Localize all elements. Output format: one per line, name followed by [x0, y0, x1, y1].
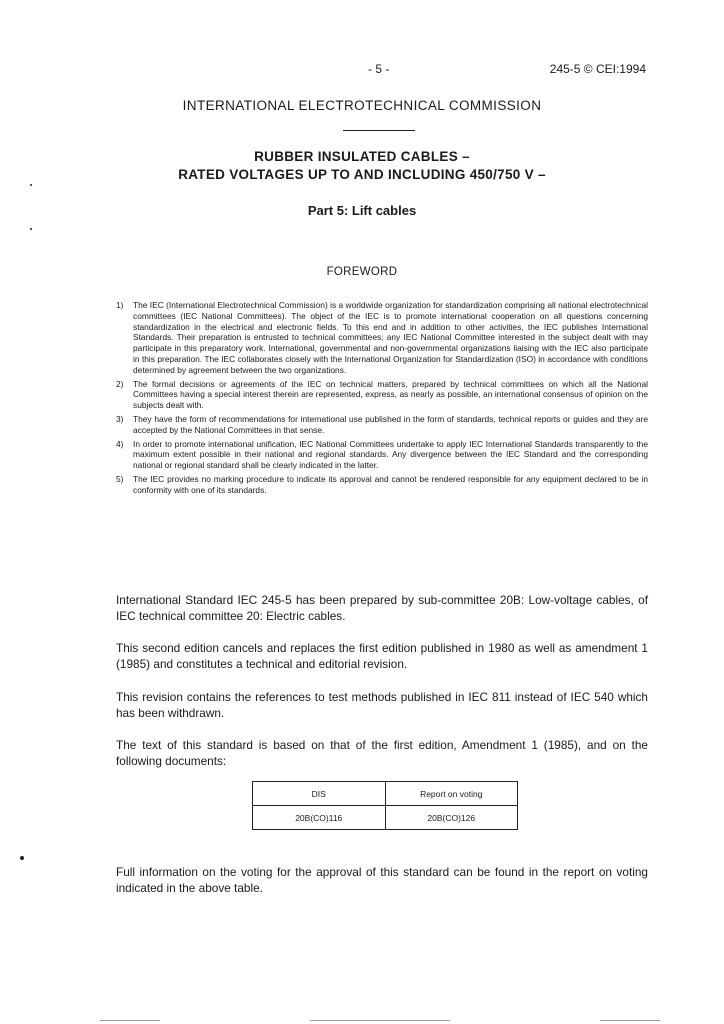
title-line-2: RATED VOLTAGES UP TO AND INCLUDING 450/750 V – — [178, 167, 546, 182]
foreword-item-number: 1) — [116, 300, 124, 310]
table-cell: 20B(CO)126 — [385, 806, 518, 830]
scan-line — [310, 1020, 450, 1021]
commission-heading: INTERNATIONAL ELECTROTECHNICAL COMMISSION — [182, 98, 542, 113]
title-divider — [343, 130, 415, 131]
table-header-row — [253, 782, 518, 806]
table-row — [253, 806, 518, 830]
foreword-heading: FOREWORD — [326, 266, 398, 278]
paragraph-edition: This second edition cancels and replaces the first edition published in 1980 as well as amendment 1 (1985) and constitutes a technical and editorial revision. — [116, 641, 648, 671]
document-id: 245-5 © CEI:1994 — [549, 62, 646, 76]
part-subtitle: Part 5: Lift cables — [307, 203, 417, 218]
paragraph-revision: This revision contains the references to test methods published in IEC 811 instead of IEC 540 which has been withdrawn. — [116, 690, 648, 720]
scan-speck — [30, 184, 32, 186]
foreword-item — [116, 414, 648, 436]
foreword-item-number: 3) — [116, 413, 124, 424]
scan-speck — [30, 228, 32, 230]
foreword-item — [116, 379, 648, 411]
voting-table — [252, 781, 518, 830]
paragraph-documents: The text of this standard is based on that of the first edition, Amendment 1 (1985), and on the following documents: — [116, 738, 648, 768]
table-header-cell: Report on voting — [385, 782, 518, 806]
foreword-item — [116, 300, 648, 376]
table-header-cell: DIS — [253, 782, 386, 806]
foreword-list — [116, 300, 648, 499]
foreword-item-text: They have the form of recommendations for international use published in the form of standards, technical reports or guides and they are accepted by the National Committees in that sense. — [133, 413, 648, 435]
foreword-item-text: The IEC provides no marking procedure to indicate its approval and cannot be rendered responsible for any equipment declared to be in conformity with one of its standards. — [133, 473, 648, 495]
scan-line — [100, 1020, 160, 1021]
foreword-item-text: The IEC (International Electrotechnical Commission) is a worldwide organization for standardization comprising all national electrotechnical committees (IEC National Committees). The object of the IEC is to promote international cooperation on all questions concerning standardization in the electrical and electronic fields. To this end and in addition to other activities, the IEC publishes International Standards. Their preparation is entrusted to technical committees; any IEC National Committee interested in the subject dealt with may participate in this preparatory work. International, governmental and non-governmental organizations liaising with the IEC also participate in this preparation. The IEC collaborates closely with the International Organization for Standardization (ISO) in accordance with conditions determined by agreement between the two organizations. — [133, 300, 648, 375]
foreword-item-number: 4) — [116, 438, 124, 449]
foreword-item-number: 2) — [116, 378, 124, 389]
paragraph-voting-info: Full information on the voting for the approval of this standard can be found in the report on voting indicated in the above table. — [116, 865, 648, 895]
document-title — [0, 148, 724, 184]
foreword-item-number: 5) — [116, 473, 124, 484]
title-line-1: RUBBER INSULATED CABLES – — [254, 149, 470, 164]
foreword-item-text: The formal decisions or agreements of the IEC on technical matters, prepared by technical committees on which all the National Committees having a special interest therein are represented, express, as nearly as possible, an international consensus of opinion on the subjects dealt with. — [133, 378, 648, 411]
scan-dot — [20, 856, 24, 860]
table-cell: 20B(CO)116 — [253, 806, 386, 830]
scan-line — [600, 1020, 660, 1021]
foreword-item — [116, 439, 648, 471]
foreword-item-text: In order to promote international unification, IEC National Committees undertake to apply IEC International Standards transparently to the maximum extent possible in their national and regional standards. Any divergence between the IEC Standard and the corresponding national or regional standard shall be clearly indicated in the latter. — [133, 438, 648, 471]
paragraph-preparation: International Standard IEC 245-5 has been prepared by sub-committee 20B: Low-voltage cables, of IEC technical committee 20: Electric cables. — [116, 593, 648, 623]
foreword-item — [116, 474, 648, 496]
page-number: - 5 - — [368, 62, 390, 76]
